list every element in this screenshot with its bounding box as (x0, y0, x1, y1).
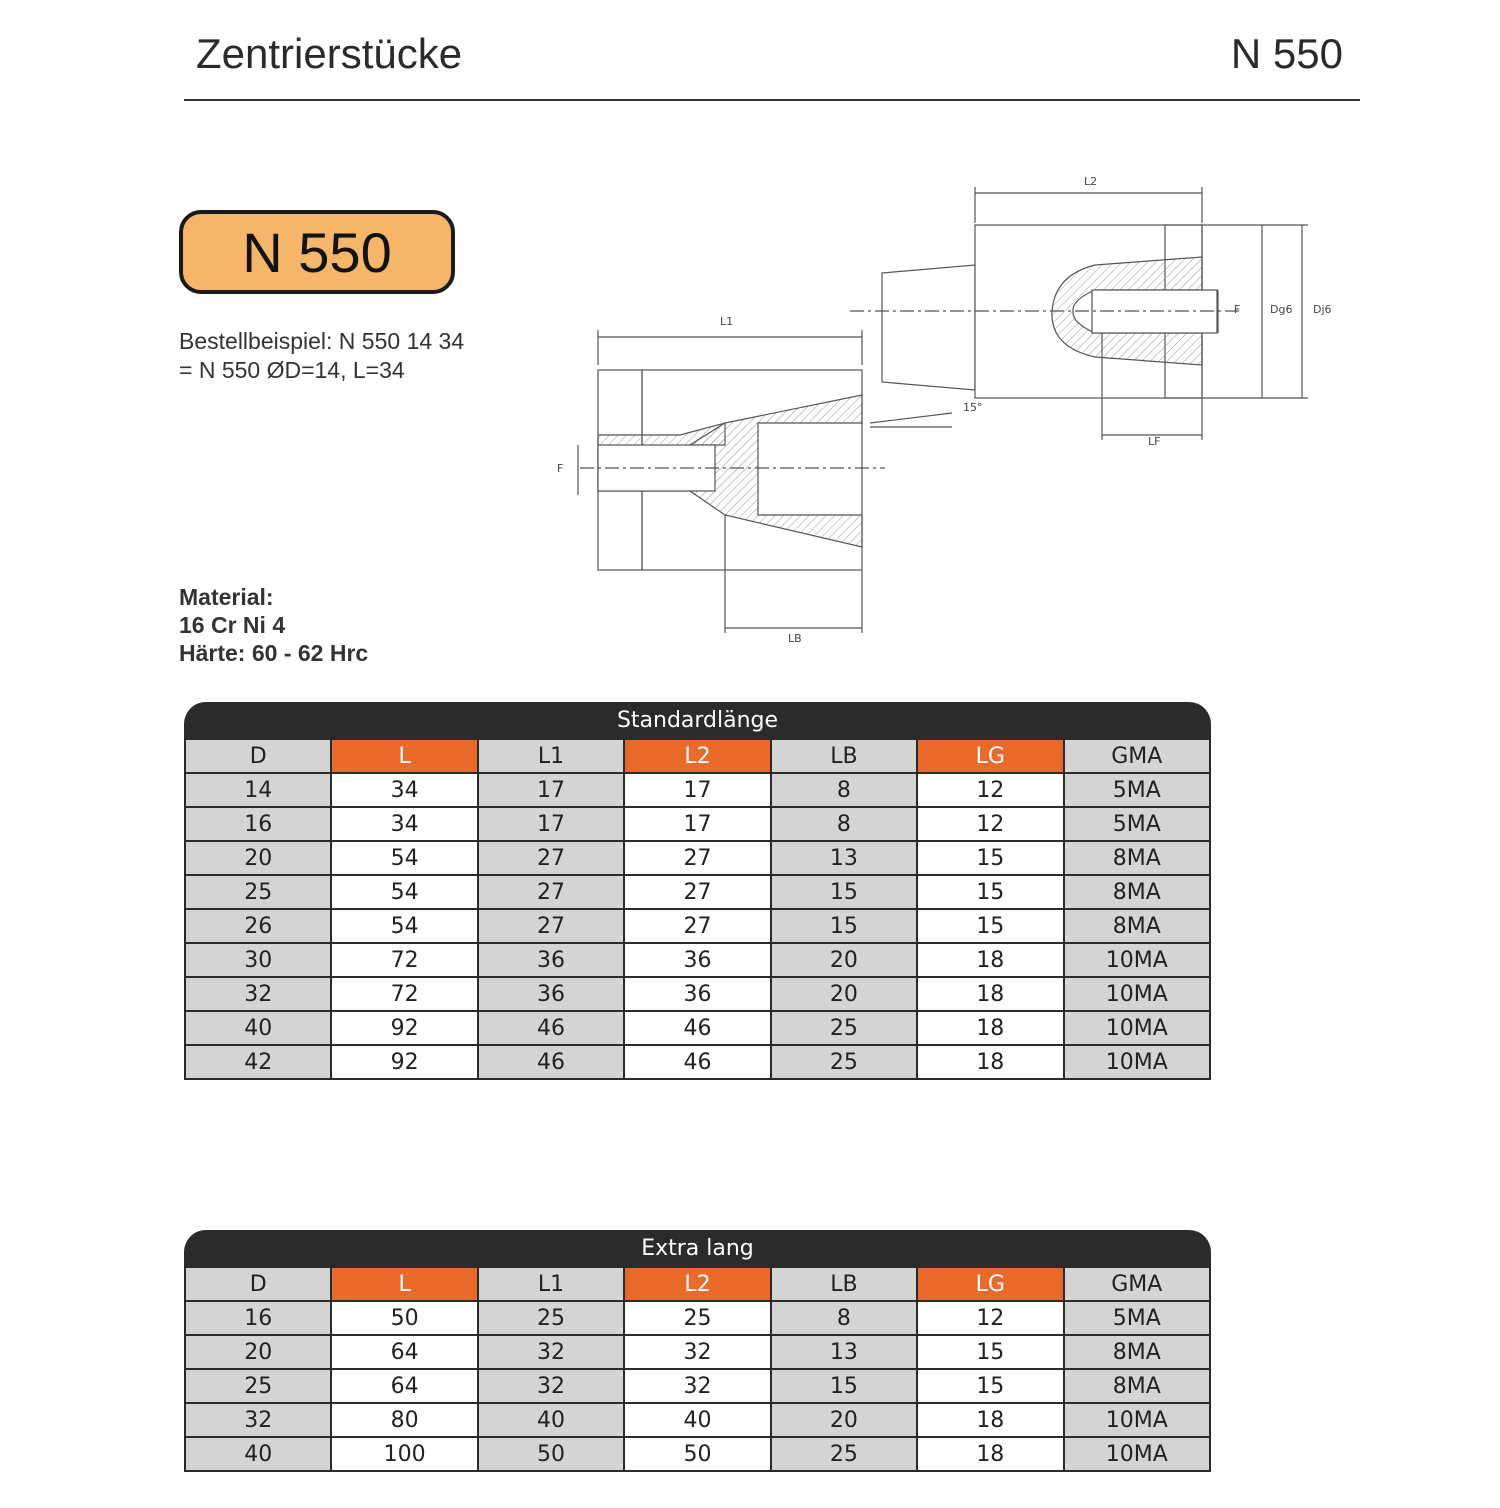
table-cell-d: 20 (185, 1335, 331, 1369)
table-cell-l1: 17 (478, 807, 624, 841)
column-header-l1: L1 (478, 739, 624, 773)
column-header-l: L (331, 739, 477, 773)
table-cell-lb: 13 (771, 841, 917, 875)
material-block (179, 583, 368, 667)
table-cell-lg: 18 (917, 1437, 1063, 1471)
label-dj6: Dj6 (1313, 303, 1332, 316)
column-header-gma: GMA (1064, 1267, 1210, 1301)
table-cell-l2: 32 (624, 1335, 770, 1369)
table-cell-lb: 25 (771, 1437, 917, 1471)
column-header-lg: LG (917, 1267, 1063, 1301)
table-cell-d: 16 (185, 1301, 331, 1335)
table-cell-l2: 25 (624, 1301, 770, 1335)
table-row (185, 807, 1210, 841)
table-cell-lb: 20 (771, 977, 917, 1011)
table-cell-d: 20 (185, 841, 331, 875)
table-cell-lg: 18 (917, 1011, 1063, 1045)
label-lb: LB (788, 632, 802, 645)
label-lf: LF (1148, 435, 1161, 448)
column-header-d: D (185, 739, 331, 773)
table-cell-l: 34 (331, 773, 477, 807)
table-cell-l1: 50 (478, 1437, 624, 1471)
table-cell-l1: 27 (478, 909, 624, 943)
table-cell-lg: 18 (917, 977, 1063, 1011)
table-cell-gma: 10MA (1064, 1045, 1210, 1079)
table-cell-gma: 10MA (1064, 1011, 1210, 1045)
table-row (185, 1301, 1210, 1335)
table-cell-gma: 8MA (1064, 1369, 1210, 1403)
table-title: Extra lang (184, 1230, 1211, 1266)
table-cell-lb: 8 (771, 1301, 917, 1335)
table-cell-gma: 5MA (1064, 773, 1210, 807)
table-cell-l: 50 (331, 1301, 477, 1335)
table-row (185, 841, 1210, 875)
product-code: N 550 (1230, 30, 1343, 77)
table-cell-l: 54 (331, 875, 477, 909)
table-cell-l: 34 (331, 807, 477, 841)
label-f-right: F (1234, 303, 1241, 316)
table-cell-lg: 12 (917, 807, 1063, 841)
page-title: Zentrierstücke (196, 30, 463, 77)
column-header-l2: L2 (624, 1267, 770, 1301)
table-row (185, 1045, 1210, 1079)
left-part-section (580, 370, 885, 570)
table-cell-lb: 25 (771, 1011, 917, 1045)
table-cell-gma: 10MA (1064, 943, 1210, 977)
label-l2: L2 (1084, 175, 1098, 188)
product-badge: N 550 (179, 210, 455, 294)
table-cell-d: 30 (185, 943, 331, 977)
table-cell-lb: 15 (771, 875, 917, 909)
table-cell-d: 32 (185, 1403, 331, 1437)
table-cell-d: 40 (185, 1011, 331, 1045)
column-header-l2: L2 (624, 739, 770, 773)
table-cell-d: 25 (185, 1369, 331, 1403)
table-cell-d: 14 (185, 773, 331, 807)
table-cell-lb: 25 (771, 1045, 917, 1079)
header-divider (184, 99, 1360, 101)
table-cell-gma: 10MA (1064, 1403, 1210, 1437)
table-cell-l2: 32 (624, 1369, 770, 1403)
table-cell-l: 64 (331, 1335, 477, 1369)
table-cell-gma: 5MA (1064, 807, 1210, 841)
table-cell-l2: 27 (624, 875, 770, 909)
extra-long-table (184, 1230, 1211, 1472)
table-cell-l: 80 (331, 1403, 477, 1437)
material-label: Material: (179, 584, 274, 610)
order-example (179, 327, 464, 385)
table-cell-lb: 15 (771, 909, 917, 943)
table-row (185, 1011, 1210, 1045)
label-f-left: F (557, 462, 564, 475)
table-cell-lg: 12 (917, 773, 1063, 807)
table-cell-lg: 15 (917, 841, 1063, 875)
table-cell-l1: 32 (478, 1335, 624, 1369)
table-cell-d: 26 (185, 909, 331, 943)
table-row (185, 1335, 1210, 1369)
table-cell-l2: 17 (624, 807, 770, 841)
table-cell-l1: 46 (478, 1045, 624, 1079)
table-cell-l1: 32 (478, 1369, 624, 1403)
table-cell-lg: 12 (917, 1301, 1063, 1335)
column-header-lg: LG (917, 739, 1063, 773)
table-cell-lg: 15 (917, 875, 1063, 909)
table-cell-gma: 10MA (1064, 977, 1210, 1011)
table-cell-d: 40 (185, 1437, 331, 1471)
table-cell-gma: 8MA (1064, 875, 1210, 909)
table-cell-l2: 46 (624, 1011, 770, 1045)
table-cell-l: 92 (331, 1011, 477, 1045)
technical-drawing (540, 165, 1360, 655)
table-row (185, 909, 1210, 943)
table-row (185, 977, 1210, 1011)
table-title: Standardlänge (184, 702, 1211, 738)
table-cell-lb: 20 (771, 1403, 917, 1437)
table-cell-lb: 8 (771, 773, 917, 807)
column-header-l: L (331, 1267, 477, 1301)
table-cell-lg: 15 (917, 909, 1063, 943)
table-cell-lb: 8 (771, 807, 917, 841)
table-cell-gma: 8MA (1064, 1335, 1210, 1369)
table-cell-lg: 15 (917, 1369, 1063, 1403)
table-cell-l2: 27 (624, 841, 770, 875)
table-cell-lb: 15 (771, 1369, 917, 1403)
table-cell-lg: 18 (917, 943, 1063, 977)
drawing-labels (557, 175, 1332, 645)
table-cell-l1: 36 (478, 977, 624, 1011)
table-cell-l2: 46 (624, 1045, 770, 1079)
column-header-lb: LB (771, 1267, 917, 1301)
table-cell-l1: 27 (478, 875, 624, 909)
column-header-gma: GMA (1064, 739, 1210, 773)
table-cell-lb: 13 (771, 1335, 917, 1369)
table-cell-d: 25 (185, 875, 331, 909)
table-cell-gma: 8MA (1064, 841, 1210, 875)
table-cell-l: 64 (331, 1369, 477, 1403)
table-cell-d: 42 (185, 1045, 331, 1079)
table-cell-l1: 25 (478, 1301, 624, 1335)
order-example-line1: Bestellbeispiel: N 550 14 34 (179, 328, 465, 354)
order-example-line2: = N 550 ØD=14, L=34 (179, 357, 405, 383)
table-cell-l: 54 (331, 841, 477, 875)
table-row (185, 1369, 1210, 1403)
material-value: 16 Cr Ni 4 (179, 612, 286, 638)
label-l1: L1 (720, 315, 734, 328)
table-cell-lg: 15 (917, 1335, 1063, 1369)
table-cell-lg: 18 (917, 1045, 1063, 1079)
table-cell-d: 16 (185, 807, 331, 841)
data-table (184, 1266, 1211, 1472)
table-cell-l2: 50 (624, 1437, 770, 1471)
table-cell-l2: 36 (624, 943, 770, 977)
label-angle: 15° (963, 401, 983, 414)
table-row (185, 1437, 1210, 1471)
table-cell-l: 72 (331, 943, 477, 977)
table-cell-l1: 36 (478, 943, 624, 977)
table-cell-l1: 40 (478, 1403, 624, 1437)
table-cell-gma: 5MA (1064, 1301, 1210, 1335)
table-row (185, 1403, 1210, 1437)
column-header-lb: LB (771, 739, 917, 773)
table-cell-l1: 17 (478, 773, 624, 807)
table-cell-lg: 18 (917, 1403, 1063, 1437)
table-cell-l2: 17 (624, 773, 770, 807)
table-cell-l1: 27 (478, 841, 624, 875)
table-cell-lb: 20 (771, 943, 917, 977)
column-header-d: D (185, 1267, 331, 1301)
table-cell-l: 54 (331, 909, 477, 943)
column-header-l1: L1 (478, 1267, 624, 1301)
table-cell-gma: 10MA (1064, 1437, 1210, 1471)
table-cell-l: 92 (331, 1045, 477, 1079)
table-cell-l2: 36 (624, 977, 770, 1011)
table-cell-l: 72 (331, 977, 477, 1011)
right-part-section (850, 225, 1240, 398)
table-row (185, 875, 1210, 909)
table-row (185, 943, 1210, 977)
standard-length-table (184, 702, 1211, 1080)
table-cell-l2: 40 (624, 1403, 770, 1437)
table-row (185, 773, 1210, 807)
table-cell-l1: 46 (478, 1011, 624, 1045)
table-cell-gma: 8MA (1064, 909, 1210, 943)
table-cell-d: 32 (185, 977, 331, 1011)
hardness-value: Härte: 60 - 62 Hrc (179, 640, 369, 666)
data-table (184, 738, 1211, 1080)
table-cell-l2: 27 (624, 909, 770, 943)
table-cell-l: 100 (331, 1437, 477, 1471)
label-dg6: Dg6 (1270, 303, 1293, 316)
